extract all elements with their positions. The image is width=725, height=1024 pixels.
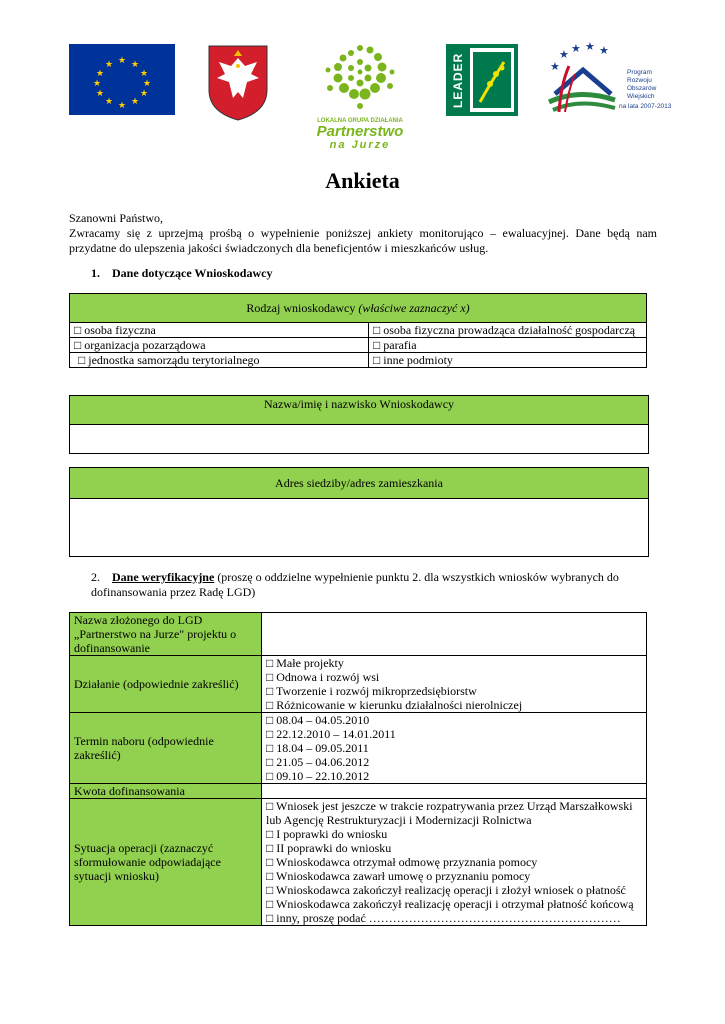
option-jst[interactable]: □ jednostka samorządu terytorialnego [70, 353, 369, 368]
svg-text:★: ★ [550, 61, 560, 73]
svg-text:★: ★ [130, 59, 140, 69]
applicant-address-box [69, 467, 649, 557]
svg-text:★: ★ [95, 68, 105, 78]
prow-logo [545, 41, 672, 116]
applicant-name-box [69, 395, 649, 454]
svg-text:★: ★ [104, 59, 114, 69]
option-sytuacja-8[interactable]: □ inny, proszę podać ……………………………………………………… [266, 911, 621, 925]
lgd-label: LOKALNA GRUPA DZIAŁANIA [317, 118, 403, 124]
svg-text:★: ★ [104, 96, 114, 106]
option-sytuacja-5[interactable]: □ Wnioskodawca zawarł umowę o przyznaniu pomocy [266, 869, 531, 883]
prow-line-3: Obszarów [627, 85, 657, 92]
section1-title: Dane dotyczące Wnioskodawcy [112, 266, 273, 280]
applicant-name-header: Nazwa/imię i nazwisko Wnioskodawcy [70, 396, 648, 425]
verification-table [69, 612, 647, 926]
eu-flag-logo [69, 44, 175, 115]
svg-text:★: ★ [117, 55, 127, 65]
prow-line-1: Program [627, 69, 652, 76]
svg-text:★: ★ [139, 68, 149, 78]
svg-text:★: ★ [95, 88, 105, 98]
intro [69, 211, 657, 256]
row-termin-label: Termin naboru (odpowiednie zakreślić) [70, 713, 262, 784]
option-inne-podmioty[interactable]: □ inne podmioty [369, 353, 647, 368]
row-sytuacja-label: Sytuacja operacji (zaznaczyć sformułowanie odpowiadające sytuacji wniosku) [70, 799, 262, 926]
page-title: Ankieta [325, 168, 400, 193]
option-sytuacja-2[interactable]: □ I poprawki do wniosku [266, 827, 388, 841]
option-roznicowanie[interactable]: □ Różnicowanie w kierunku działalności nierolniczej [266, 698, 523, 712]
row-sytuacja-options [262, 799, 647, 926]
svg-text:★: ★ [599, 45, 609, 57]
option-termin-1[interactable]: □ 08.04 – 04.05.2010 [266, 713, 370, 727]
greeting: Szanowni Państwo, [69, 211, 163, 225]
option-sytuacja-4[interactable]: □ Wnioskodawca otrzymał odmowę przyznania pomocy [266, 855, 538, 869]
coat-of-arms-logo [207, 44, 269, 122]
prow-line-4: Wiejskich [627, 93, 655, 100]
address-header: Adres siedziby/adres zamieszkania [70, 468, 648, 499]
prow-line-5: na lata 2007-2013 [619, 103, 672, 110]
row-dzialanie-options [262, 656, 647, 713]
section2-title: Dane weryfikacyjne [112, 570, 215, 584]
svg-text:★: ★ [142, 78, 152, 88]
svg-text:★: ★ [92, 78, 102, 88]
option-male-projekty[interactable]: □ Małe projekty [266, 656, 344, 670]
applicant-type-table [69, 293, 647, 368]
row-project-name-label: Nazwa złożonego do LGD „Partnerstwo na Jurze" projektu o dofinansowanie [70, 613, 262, 656]
option-parafia[interactable]: □ parafia [369, 338, 647, 353]
option-termin-3[interactable]: □ 18.04 – 09.05.2011 [266, 741, 369, 755]
svg-text:★: ★ [139, 88, 149, 98]
lgd-name-2: na Jurze [329, 139, 391, 151]
option-termin-4[interactable]: □ 21.05 – 04.06.2012 [266, 755, 370, 769]
leader-logo [446, 44, 518, 116]
intro-body: Zwracamy się z uprzejmą prośbą o wypełnienie poniższej ankiety monitorująco – ewaluacyjnej. Dane będą nam przydatne do ulepszenia jakości świadczonych dla beneficjentów i mieszkańców usług. [69, 226, 657, 255]
row-kwota-field[interactable] [262, 784, 647, 799]
leader-label: LEADER [451, 52, 465, 108]
lgd-name-1: Partnerstwo [316, 123, 404, 140]
row-kwota-label: Kwota dofinansowania [70, 784, 262, 799]
option-odnowa-wsi[interactable]: □ Odnowa i rozwój wsi [266, 670, 380, 684]
row-termin-options [262, 713, 647, 784]
option-sytuacja-7[interactable]: □ Wnioskodawca zakończył realizację operacji i otrzymał płatność końcową [266, 897, 634, 911]
section1-heading [91, 266, 272, 281]
applicant-address-field[interactable] [70, 499, 648, 555]
option-dzialalnosc-gospodarcza[interactable]: □ osoba fizyczna prowadząca działalność gospodarczą [369, 323, 647, 338]
row-project-name-field[interactable] [262, 613, 647, 656]
option-termin-2[interactable]: □ 22.12.2010 – 14.01.2011 [266, 727, 396, 741]
svg-text:★: ★ [117, 100, 127, 110]
option-organizacja-pozarzadowa[interactable]: □ organizacja pozarządowa [70, 338, 369, 353]
row-dzialanie-label: Działanie (odpowiednie zakreślić) [70, 656, 262, 713]
option-sytuacja-1[interactable]: □ Wniosek jest jeszcze w trakcie rozpatrywania przez Urząd Marszałkowski lub Agencję Restrukturyzacji i Modernizacji Rolnictwa [266, 799, 633, 827]
section2-note: (proszę o oddzielne wypełnienie punktu 2. dla wszystkich wniosków wybranych do dofinansowania przez Radę LGD) [91, 570, 619, 599]
option-sytuacja-3[interactable]: □ II poprawki do wniosku [266, 841, 392, 855]
lgd-partnerstwo-logo [316, 40, 404, 152]
section2-heading [91, 570, 631, 600]
option-mikroprzedsiebiorstwa[interactable]: □ Tworzenie i rozwój mikroprzedsiębiorstw [266, 684, 477, 698]
section2-number: 2. [91, 570, 100, 584]
prow-line-2: Rozwoju [627, 77, 652, 84]
option-osoba-fizyczna[interactable]: □ osoba fizyczna [70, 323, 369, 338]
svg-text:★: ★ [585, 41, 595, 53]
option-termin-5[interactable]: □ 09.10 – 22.10.2012 [266, 769, 370, 783]
section1-number: 1. [91, 266, 100, 280]
svg-text:★: ★ [130, 96, 140, 106]
svg-text:★: ★ [571, 43, 581, 55]
applicant-type-header: Rodzaj wnioskodawcy (właściwe zaznaczyć x) [70, 294, 647, 323]
svg-text:★: ★ [559, 49, 569, 61]
option-sytuacja-6[interactable]: □ Wnioskodawca zakończył realizację operacji i złożył wniosek o płatność [266, 883, 626, 897]
applicant-name-field[interactable] [70, 425, 648, 453]
